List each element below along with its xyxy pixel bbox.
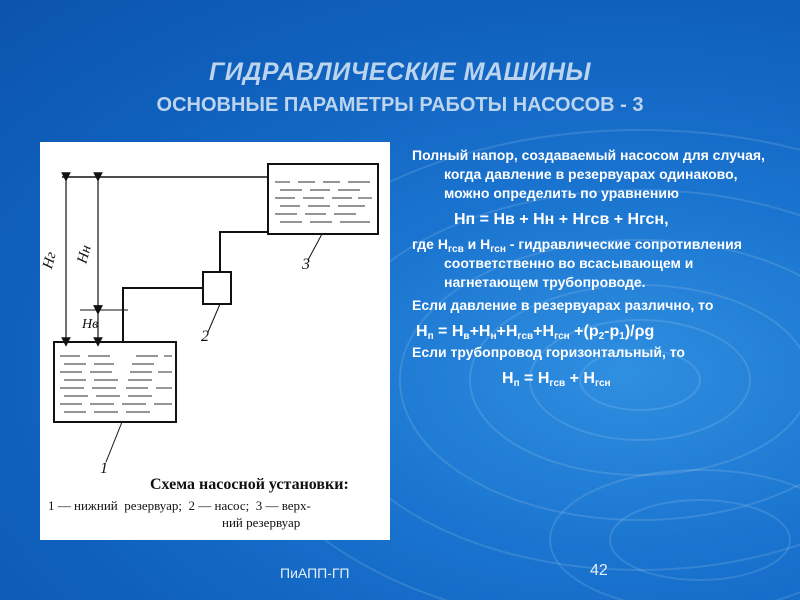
f2-sub: гсв: [517, 331, 534, 342]
f2-part: = Н: [433, 323, 464, 340]
paragraph-resistances: [412, 235, 784, 292]
f2-part: +Н: [533, 323, 555, 340]
paragraph-horizontal: Если трубопровод горизонтальный, то: [412, 344, 685, 360]
f2-part: +Н: [469, 323, 491, 340]
p2-sub-1: гсв: [447, 244, 464, 255]
caption-title: Схема насосной установки:: [150, 476, 349, 493]
f2-sub: п: [427, 331, 434, 342]
f2-sub: 2: [598, 331, 605, 342]
f3-sub: п: [513, 378, 520, 389]
p2-part-b: и Н: [463, 236, 491, 252]
lower-reservoir: [54, 342, 176, 422]
label-num-3: 3: [302, 256, 310, 273]
f3-sub: гсн: [594, 378, 611, 389]
f2-part: )/ρg: [624, 323, 655, 340]
formula-full-head: Нп = Нв + Нн + Нгсв + Нгсн,: [454, 211, 669, 228]
f3-part: + Н: [565, 370, 595, 387]
f2-part: +(р: [569, 323, 599, 340]
p2-part-c: - гидравлические сопротивления соответственно во всасывающем и нагнетающем трубопроводе.: [444, 236, 742, 290]
label-hn: Hн: [74, 243, 95, 266]
footer-course-code: ПиАПП-ГП: [280, 565, 350, 581]
paragraph-different-pressure: Если давление в резервуарах различно, то: [412, 297, 714, 313]
pump-scheme-figure: [40, 142, 390, 540]
explanation-text: [412, 146, 784, 390]
f2-sub: 1: [619, 331, 625, 342]
f2-sub: в: [463, 331, 470, 342]
f2-part: +Н: [496, 323, 518, 340]
slide-title: ГИДРАВЛИЧЕСКИЕ МАШИНЫ: [208, 58, 592, 86]
label-hg: Hг: [39, 250, 60, 271]
slide-number: 42: [590, 562, 608, 579]
f3-part: Н: [502, 370, 514, 387]
pump: [203, 272, 231, 304]
f2-part: -р: [604, 323, 620, 340]
f2-sub: гсн: [554, 331, 570, 342]
caption-line-1: 1 — нижний резервуар; 2 — насос; 3 — верх-: [48, 498, 311, 513]
upper-reservoir: [268, 164, 378, 234]
p2-part-a: где Н: [412, 236, 448, 252]
caption-line-2: ний резервуар: [222, 515, 301, 530]
label-hv: Hв: [82, 317, 99, 332]
paragraph-full-head: Полный напор, создаваемый насосом для случая, когда давление в резервуарах одинаково, можно определить по уравнению: [412, 147, 765, 201]
formula-horizontal: [502, 368, 784, 390]
label-num-2: 2: [201, 328, 209, 345]
slide-subtitle: ОСНОВНЫЕ ПАРАМЕТРЫ РАБОТЫ НАСОСОВ - 3: [156, 94, 644, 116]
f2-sub: н: [490, 331, 497, 342]
label-num-1: 1: [100, 460, 108, 477]
f2-part: Н: [416, 323, 428, 340]
f3-sub: гсв: [549, 378, 566, 389]
formula-different-pressure: [416, 321, 784, 343]
p2-sub-2: гсн: [490, 244, 506, 255]
f3-part: = Н: [519, 370, 550, 387]
